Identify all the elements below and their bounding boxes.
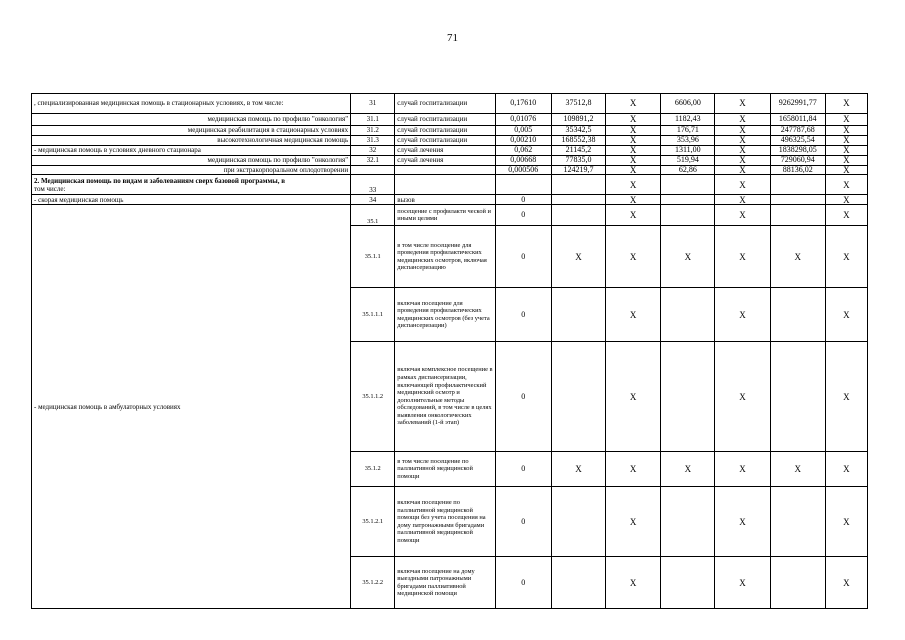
row-name: медицинская реабилитация в стационарных условиях xyxy=(32,126,351,136)
row-total xyxy=(770,487,825,557)
row-unit: посещение с профилакти ческой и иными целями xyxy=(395,205,495,226)
row-unit: случай госпитализации xyxy=(395,126,495,136)
row-unit xyxy=(395,175,495,195)
row-x-mark: Х xyxy=(715,166,770,175)
row-x-mark: Х xyxy=(606,175,661,195)
row-total: 1658011,84 xyxy=(770,114,825,126)
row-code: 32 xyxy=(351,146,395,156)
table-row xyxy=(32,195,868,205)
row-x-mark: Х xyxy=(606,452,661,487)
row-volume: 0 xyxy=(495,557,551,609)
row-x-mark: Х xyxy=(715,205,770,226)
row-total xyxy=(770,557,825,609)
row-unit: случай госпитализации xyxy=(395,94,495,114)
row-per-capita: 176,71 xyxy=(661,126,715,136)
row-per-capita: 62,86 xyxy=(661,166,715,175)
row-x-mark: Х xyxy=(715,487,770,557)
row-cost xyxy=(551,205,605,226)
row-x-mark: Х xyxy=(606,126,661,136)
row-volume: 0,005 xyxy=(495,126,551,136)
row-unit: в том числе посещение для проведения профилактических медицинских осмотров, включая диспансеризацию xyxy=(395,226,495,288)
row-name: медицинская помощь по профилю "онкология" xyxy=(32,156,351,166)
table-row xyxy=(32,126,868,136)
row-code: 35.1.2 xyxy=(351,452,395,487)
row-unit: включая комплексное посещение в рамках диспансеризации, включающей профилактический медицинский осмотр и дополнительные методы обследований, в том числе в целях выявления онкологических заболеваний (1-й этап) xyxy=(395,342,495,452)
row-name: при экстракорпоральном оплодотворении xyxy=(32,166,351,175)
row-per-capita xyxy=(661,342,715,452)
row-code: 33 xyxy=(351,175,395,195)
row-cost xyxy=(551,342,605,452)
row-volume: 0,062 xyxy=(495,146,551,156)
row-x-mark: Х xyxy=(825,342,867,452)
row-x-mark: Х xyxy=(551,226,605,288)
row-volume: 0,17610 xyxy=(495,94,551,114)
row-volume: 0,00668 xyxy=(495,156,551,166)
row-volume: 0 xyxy=(495,205,551,226)
row-volume xyxy=(495,175,551,195)
row-cost: 168552,38 xyxy=(551,136,605,146)
row-per-capita xyxy=(661,288,715,342)
row-code: 35.1.1.2 xyxy=(351,342,395,452)
row-total xyxy=(770,288,825,342)
row-unit: случай госпитализации xyxy=(395,136,495,146)
row-name: высокотехнологичная медицинская помощь xyxy=(32,136,351,146)
row-code: 35.1.2.1 xyxy=(351,487,395,557)
row-code xyxy=(351,166,395,175)
row-cost: 21145,2 xyxy=(551,146,605,156)
row-unit: включая посещение на дому выездными патронажными бригадами паллиативной медицинской помощи xyxy=(395,557,495,609)
row-total: 9262991,77 xyxy=(770,94,825,114)
row-total xyxy=(770,195,825,205)
row-code: 35.1.1.1 xyxy=(351,288,395,342)
row-x-mark: Х xyxy=(825,156,867,166)
table-row xyxy=(32,146,868,156)
row-x-mark: Х xyxy=(715,342,770,452)
row-x-mark: Х xyxy=(825,288,867,342)
row-x-mark: Х xyxy=(715,226,770,288)
row-x-mark: Х xyxy=(825,175,867,195)
financing-table xyxy=(31,93,868,609)
row-cost: 37512,8 xyxy=(551,94,605,114)
row-cost xyxy=(551,487,605,557)
row-total: 88136,02 xyxy=(770,166,825,175)
row-x-mark: Х xyxy=(606,226,661,288)
row-volume: 0 xyxy=(495,288,551,342)
row-cost xyxy=(551,288,605,342)
row-volume: 0 xyxy=(495,487,551,557)
row-per-capita xyxy=(661,195,715,205)
row-x-mark: Х xyxy=(825,94,867,114)
row-x-mark: Х xyxy=(825,126,867,136)
table-row xyxy=(32,175,868,195)
section-title xyxy=(32,175,351,195)
row-x-mark: Х xyxy=(606,195,661,205)
row-total: 247787,68 xyxy=(770,126,825,136)
row-per-capita xyxy=(661,205,715,226)
row-unit: случай лечения xyxy=(395,156,495,166)
row-cost xyxy=(551,195,605,205)
section-title-line1: 2. Медицинская помощь по видам и заболеваниям сверх базовой программы, в xyxy=(34,176,285,185)
row-per-capita: 353,96 xyxy=(661,136,715,146)
row-x-mark: Х xyxy=(715,136,770,146)
row-x-mark: Х xyxy=(606,146,661,156)
row-unit: включая посещение для проведения профилактических медицинских осмотров (без учета диспансеризации) xyxy=(395,288,495,342)
row-volume: 0 xyxy=(495,226,551,288)
row-total xyxy=(770,175,825,195)
row-cost xyxy=(551,175,605,195)
row-x-mark: Х xyxy=(715,94,770,114)
row-x-mark: Х xyxy=(606,342,661,452)
row-code: 35.1 xyxy=(351,205,395,226)
row-x-mark: Х xyxy=(770,452,825,487)
row-unit: случай лечения xyxy=(395,146,495,156)
row-unit xyxy=(395,166,495,175)
row-x-mark: Х xyxy=(825,114,867,126)
row-x-mark: Х xyxy=(715,114,770,126)
row-x-mark: Х xyxy=(715,146,770,156)
row-x-mark: Х xyxy=(551,452,605,487)
table-row xyxy=(32,205,868,226)
row-volume: 0 xyxy=(495,195,551,205)
row-code: 31.3 xyxy=(351,136,395,146)
row-code: 35.1.2.2 xyxy=(351,557,395,609)
row-x-mark: Х xyxy=(715,195,770,205)
row-x-mark: Х xyxy=(606,156,661,166)
row-name: медицинская помощь по профилю "онкология" xyxy=(32,114,351,126)
row-code: 31.2 xyxy=(351,126,395,136)
row-x-mark: Х xyxy=(661,452,715,487)
row-total xyxy=(770,342,825,452)
row-x-mark: Х xyxy=(825,487,867,557)
row-x-mark: Х xyxy=(715,175,770,195)
row-per-capita: 1182,43 xyxy=(661,114,715,126)
row-volume: 0,000506 xyxy=(495,166,551,175)
row-name: , специализированная медицинская помощь в стационарных условиях, в том числе: xyxy=(32,94,351,114)
row-code: 31.1 xyxy=(351,114,395,126)
row-volume: 0,01076 xyxy=(495,114,551,126)
row-x-mark: Х xyxy=(825,557,867,609)
row-x-mark: Х xyxy=(606,114,661,126)
row-x-mark: Х xyxy=(825,195,867,205)
row-name: - медицинская помощь в условиях дневного стационара xyxy=(32,146,351,156)
row-x-mark: Х xyxy=(606,487,661,557)
row-cost: 77835,0 xyxy=(551,156,605,166)
row-x-mark: Х xyxy=(825,166,867,175)
row-total: 729060,94 xyxy=(770,156,825,166)
table-row xyxy=(32,136,868,146)
row-per-capita: 1311,00 xyxy=(661,146,715,156)
page-number: 71 xyxy=(447,32,458,44)
row-x-mark: Х xyxy=(715,452,770,487)
row-per-capita xyxy=(661,487,715,557)
row-cost: 109891,2 xyxy=(551,114,605,126)
row-code: 32.1 xyxy=(351,156,395,166)
table-row xyxy=(32,156,868,166)
row-cost xyxy=(551,557,605,609)
table-row xyxy=(32,114,868,126)
table-row xyxy=(32,94,868,114)
row-x-mark: Х xyxy=(715,288,770,342)
ambulatory-row-name: - медицинская помощь в амбулаторных условиях xyxy=(32,205,351,609)
row-x-mark: Х xyxy=(825,452,867,487)
row-unit: вызов xyxy=(395,195,495,205)
row-x-mark: Х xyxy=(825,226,867,288)
row-volume: 0,00210 xyxy=(495,136,551,146)
row-per-capita: 6606,00 xyxy=(661,94,715,114)
row-volume: 0 xyxy=(495,342,551,452)
row-total xyxy=(770,205,825,226)
section-title-line2: том числе: xyxy=(34,184,66,193)
row-cost: 35342,5 xyxy=(551,126,605,136)
row-x-mark: Х xyxy=(606,166,661,175)
row-x-mark: Х xyxy=(825,205,867,226)
row-code: 34 xyxy=(351,195,395,205)
row-cost: 124219,7 xyxy=(551,166,605,175)
row-x-mark: Х xyxy=(825,146,867,156)
row-x-mark: Х xyxy=(661,226,715,288)
row-x-mark: Х xyxy=(825,136,867,146)
row-per-capita: 519,94 xyxy=(661,156,715,166)
row-name: - скорая медицинская помощь xyxy=(32,195,351,205)
table-row xyxy=(32,166,868,175)
row-per-capita xyxy=(661,175,715,195)
row-unit: в том числе посещение по паллиативной медицинской помощи xyxy=(395,452,495,487)
row-x-mark: Х xyxy=(606,288,661,342)
row-x-mark: Х xyxy=(715,156,770,166)
row-code: 31 xyxy=(351,94,395,114)
row-x-mark: Х xyxy=(606,136,661,146)
row-x-mark: Х xyxy=(606,557,661,609)
row-volume: 0 xyxy=(495,452,551,487)
row-unit: включая посещение по паллиативной медицинской помощи без учета посещения на дому патронажными бригадами паллиативной медицинской помощи xyxy=(395,487,495,557)
row-per-capita xyxy=(661,557,715,609)
row-x-mark: Х xyxy=(715,557,770,609)
row-x-mark: Х xyxy=(606,94,661,114)
row-x-mark: Х xyxy=(770,226,825,288)
row-total: 1838298,05 xyxy=(770,146,825,156)
row-x-mark: Х xyxy=(606,205,661,226)
row-code: 35.1.1 xyxy=(351,226,395,288)
row-total: 496325,54 xyxy=(770,136,825,146)
row-x-mark: Х xyxy=(715,126,770,136)
row-unit: случай госпитализации xyxy=(395,114,495,126)
